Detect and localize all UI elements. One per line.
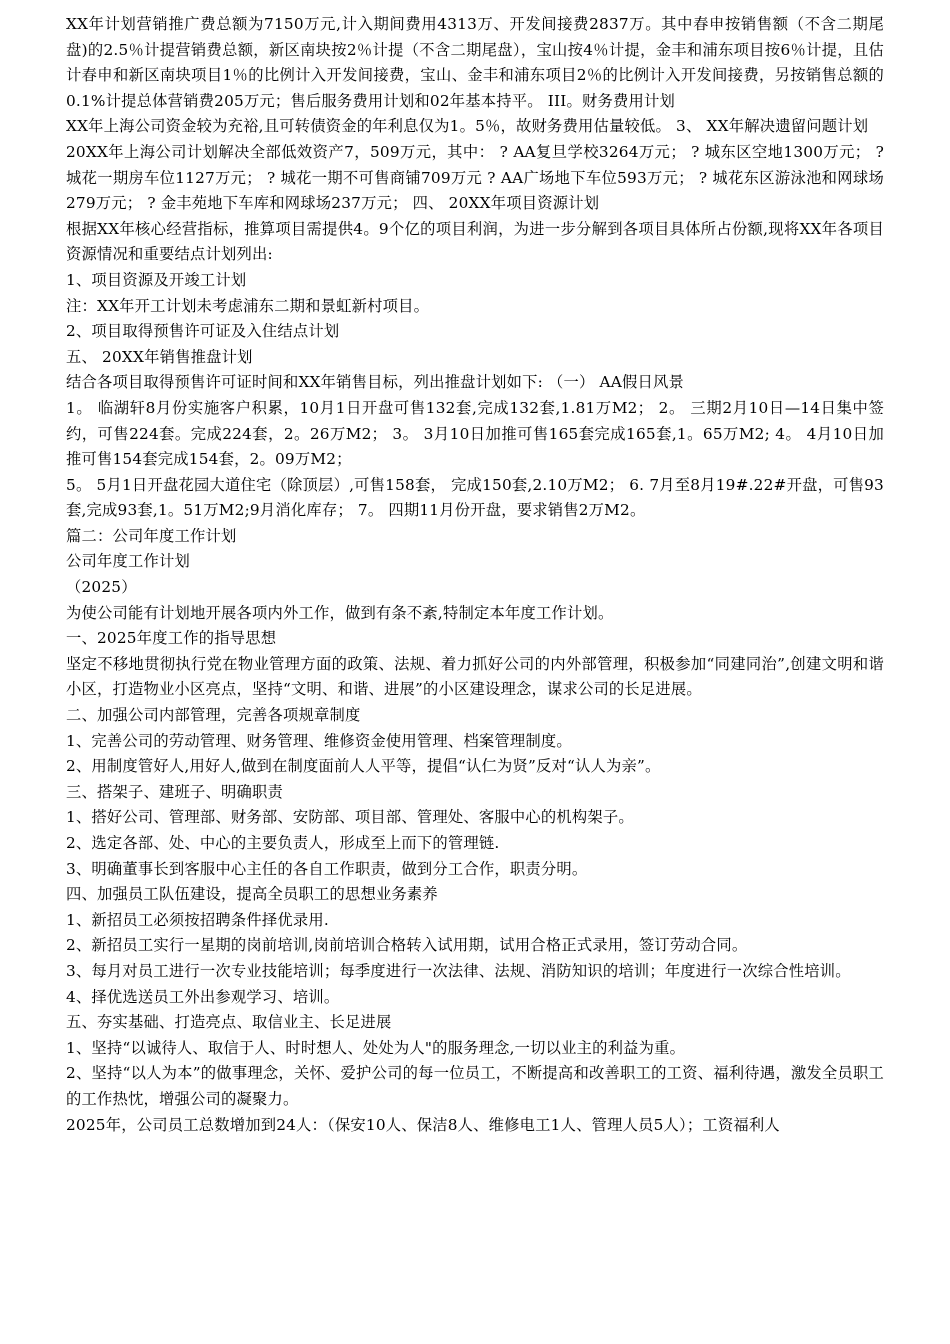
paragraph-project-resources: 根据XX年核心经营指标，推算项目需提供4。9个亿的项目利润，为进一步分解到各项目具体所占份额,现将XX年各项目资源情况和重要结点计划列出: bbox=[66, 219, 884, 264]
heading-section-1: 一、2025年度工作的指导思想 bbox=[66, 629, 277, 648]
heading-section-3: 三、搭架子、建班子、明确职责 bbox=[66, 782, 283, 801]
heading-project-resources: 1、项目资源及开竣工计划 bbox=[66, 270, 247, 289]
heading-sales-plan: 五、 20XX年销售推盘计划 bbox=[66, 347, 253, 366]
list-item-3-3: 3、明确董事长到客服中心主任的各自工作职责，做到分工合作，职责分明。 bbox=[66, 859, 588, 878]
list-item-4-4: 4、择优选送员工外出参观学习、培训。 bbox=[66, 987, 340, 1006]
paragraph-marketing-budget: XX年计划营销推广费总额为7150万元,计入期间费用4313万、开发间接费2837万。其中春申按销售额（不含二期尾盘)的2.5％计提营销费总额，新区南块按2％计提（不含二期尾盘），宝山按4％计提，金丰和浦东项目按6％计提，且估计春申和新区南块项目1％的比例计入开发间接费，宝山、金丰和浦东项目2％的比例计入开发间接费，另按销售总额的0.1%计提总体营销费205万元；售后服务费用计划和02年基本持平。 III。财务费用计划 bbox=[66, 15, 884, 110]
paragraph-sales-items-5-7: 5。 5月1日开盘花园大道住宅（除顶层）,可售158套， 完成150套,2.10万M2； 6. 7月至8月19#.22#开盘，可售93套,完成93套,1。51万M2;9月消化库存； 7。 四期11月份开盘，要求销售2万M2。 bbox=[66, 475, 884, 520]
paragraph-sales-items-1-4: 1。 临湖轩8月份实施客户积累，10月1日开盘可售132套,完成132套,1.81万M2； 2。 三期2月10日—14日集中签约，可售224套。完成224套，2。26万M2； 3。 3月10日加推可售165套完成165套,1。65万M2; 4。 4月10日加推可售154套完成154套，2。09万M2； bbox=[66, 398, 884, 469]
heading-presale-permits: 2、项目取得预售许可证及入住结点计划 bbox=[66, 322, 340, 341]
list-item-3-1: 1、搭好公司、管理部、财务部、安防部、项目部、管理处、客服中心的机构架子。 bbox=[66, 808, 634, 827]
heading-section-2: 二、加强公司内部管理，完善各项规章制度 bbox=[66, 706, 361, 725]
heading-section-4: 四、加强员工队伍建设，提高全员职工的思想业务素养 bbox=[66, 885, 438, 904]
list-item-3-2: 2、选定各部、处、中心的主要负责人，形成至上而下的管理链. bbox=[66, 834, 500, 852]
list-item-4-1: 1、新招员工必须按招聘条件择优录用. bbox=[66, 910, 329, 929]
paragraph-staffing: 2025年，公司员工总数增加到24人：（保安10人、保洁8人、维修电工1人、管理人员5人）；工资福利人 bbox=[66, 1115, 780, 1134]
list-item-5-1: 1、坚持“以诚待人、取信于人、时时想人、处处为人"的服务理念,一切以业主的利益为重。 bbox=[66, 1038, 686, 1057]
paragraph-note: 注：XX年开工计划未考虑浦东二期和景虹新村项目。 bbox=[66, 296, 430, 315]
paragraph-purpose: 为使公司能有计划地开展各项内外工作，做到有条不紊,特制定本年度工作计划。 bbox=[66, 603, 614, 622]
list-item-4-3: 3、每月对员工进行一次专业技能培训；每季度进行一次法律、法规、消防知识的培训；年度进行一次综合性培训。 bbox=[66, 961, 851, 980]
document-title: 公司年度工作计划 bbox=[66, 552, 190, 571]
heading-section-5: 五、夯实基础、打造亮点、取信业主、长足进展 bbox=[66, 1013, 392, 1032]
paragraph-guiding-idea: 坚定不移地贯彻执行党在物业管理方面的政策、法规、着力抓好公司的内外部管理，积极参加“同建同治”,创建文明和谐小区，打造物业小区亮点，坚持“文明、和谐、进展”的小区建设理念，谋求公司的长足进展。 bbox=[66, 654, 884, 699]
list-item-4-2: 2、新招员工实行一星期的岗前培训,岗前培训合格转入试用期，试用合格正式录用，签订劳动合同。 bbox=[66, 936, 748, 955]
list-item-2-2: 2、用制度管好人,用好人,做到在制度面前人人平等，提倡“认仁为贤”反对“认人为亲”。 bbox=[66, 757, 661, 776]
document-page bbox=[66, 12, 884, 1138]
paragraph-legacy-assets: 20XX年上海公司计划解决全部低效资产7，509万元，其中： ? AA复旦学校3264万元； ? 城东区空地1300万元； ? 城花一期房车位1127万元； ? 城花一期不可售商铺709万元 ? AA广场地下车位593万元； ? 城花东区游泳池和网球场279万元； ? 金丰苑地下车库和网球场237万元； 四、 20XX年项目资源计划 bbox=[66, 142, 884, 213]
paragraph-financial-costs: XX年上海公司资金较为充裕,且可转债资金的年利息仅为1。5％，故财务费用估量较低。 3、 XX年解决遗留问题计划 bbox=[66, 117, 869, 136]
list-item-5-2: 2、坚持“以人为本”的做事理念，关怀、爱护公司的每一位员工，不断提高和改善职工的工资、福利待遇，激发全员职工的工作热忱，增强公司的凝聚力。 bbox=[66, 1064, 884, 1108]
heading-part-two: 篇二：公司年度工作计划 bbox=[66, 526, 237, 545]
list-item-2-1: 1、完善公司的劳动管理、财务管理、维修资金使用管理、档案管理制度。 bbox=[66, 731, 572, 750]
paragraph-sales-intro: 结合各项目取得预售许可证时间和XX年销售目标，列出推盘计划如下: （一） AA假日风景 bbox=[66, 373, 685, 392]
document-year: （2025） bbox=[66, 578, 137, 597]
